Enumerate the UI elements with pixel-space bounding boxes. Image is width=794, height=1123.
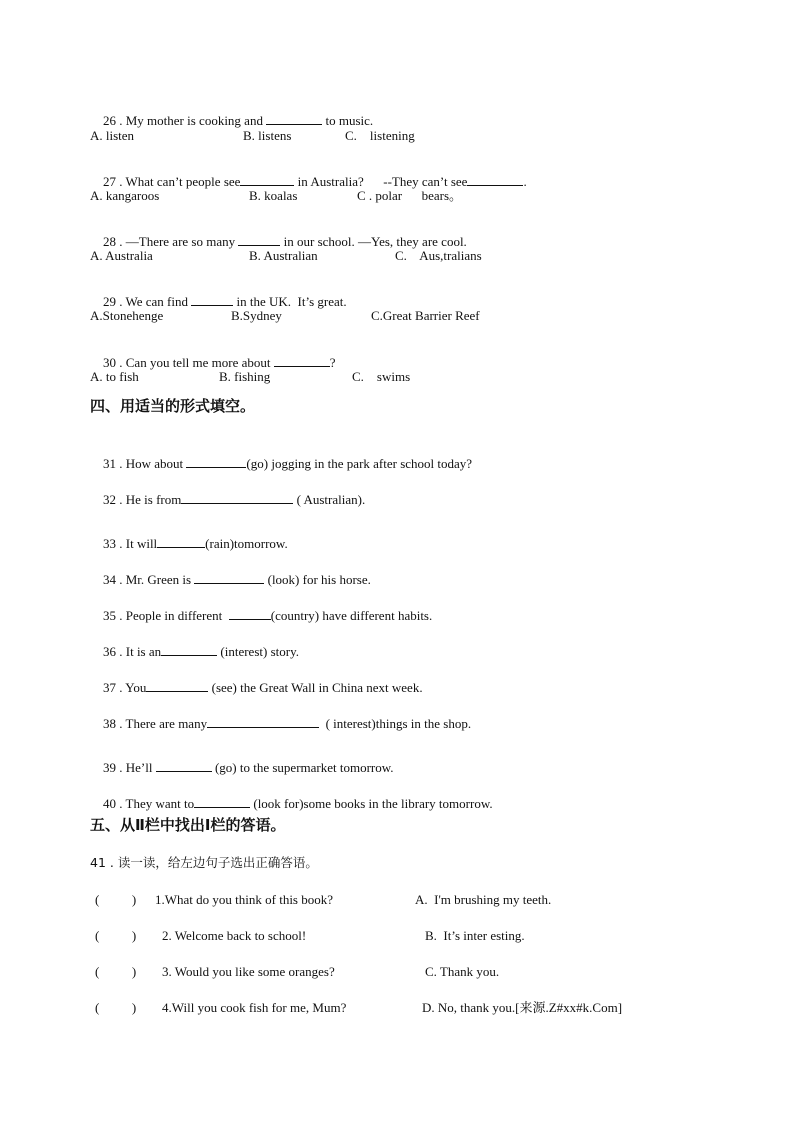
question-38 [90, 699, 471, 748]
option-b: B. listens [243, 128, 292, 143]
question-text: 36 . It is an [103, 644, 162, 659]
answer-blank[interactable] [161, 643, 217, 656]
match-right-item: C. Thank you. [425, 964, 500, 979]
answer-blank[interactable] [194, 795, 250, 808]
option-b: B. Australian [249, 248, 318, 263]
answer-blank[interactable] [191, 293, 233, 306]
match-right-item: D. No, thank you.[来源.Z#xx#k.Com] [422, 1000, 623, 1015]
section-heading-4: 四、用适当的形式填空。 [90, 397, 256, 415]
question-text: 26 . My mother is cooking and [103, 113, 267, 128]
answer-blank[interactable] [207, 715, 319, 728]
match-right-item: A. I'm brushing my teeth. [415, 892, 552, 907]
question-32 [90, 475, 365, 524]
answer-blank[interactable] [157, 535, 205, 548]
option-c: C. Aus,tralians [395, 248, 482, 263]
match-left-item: 4.Will you cook fish for me, Mum? [162, 1000, 347, 1015]
answer-blank[interactable] [229, 607, 271, 620]
question-text: 31 . How about [103, 456, 187, 471]
answer-blank[interactable] [238, 233, 280, 246]
option-b: B. koalas [249, 188, 298, 203]
question-text: in our school. —Yes, they are cool. [280, 234, 467, 249]
answer-blank[interactable] [156, 759, 212, 772]
question-text: (look) for his horse. [264, 572, 371, 587]
answer-blank[interactable] [194, 571, 264, 584]
option-c: C . polar bears。 [357, 188, 463, 203]
question-text: 40 . They want to [103, 796, 195, 811]
option-a: A.Stonehenge [90, 308, 164, 323]
question-text: 32 . He is from [103, 492, 182, 507]
answer-parentheses[interactable]: ( ) [95, 892, 137, 907]
answer-parentheses[interactable]: ( ) [95, 1000, 137, 1015]
question-text: (look for)some books in the library tomorrow. [250, 796, 493, 811]
answer-blank[interactable] [186, 455, 246, 468]
answer-parentheses[interactable]: ( ) [95, 928, 137, 943]
question-text: 38 . There are many [103, 716, 208, 731]
match-right-item: B. It’s inter esting. [425, 928, 525, 943]
question-text: (go) to the supermarket tomorrow. [211, 760, 394, 775]
section-heading-5: 五、从Ⅱ栏中找出Ⅰ栏的答语。 [90, 816, 286, 834]
question-text: 37 . You [103, 680, 147, 695]
question-text: (go) jogging in the park after school today? [246, 456, 473, 471]
question-text: 28 . —There are so many [103, 234, 239, 249]
answer-blank[interactable] [467, 173, 523, 186]
option-b: B. fishing [219, 369, 271, 384]
question-text: 39 . He’ll [103, 760, 156, 775]
question-text: ? [329, 355, 336, 370]
answer-blank[interactable] [240, 173, 294, 186]
option-a: A. to fish [90, 369, 139, 384]
question-text: (country) have different habits. [270, 608, 433, 623]
option-a: A. listen [90, 128, 135, 143]
question-text: (rain)tomorrow. [205, 536, 288, 551]
option-c: C. swims [352, 369, 411, 384]
answer-blank[interactable] [274, 354, 330, 367]
answer-blank[interactable] [146, 679, 208, 692]
question-text: ( Australian). [293, 492, 366, 507]
answer-blank[interactable] [266, 112, 322, 125]
option-c: C. listening [345, 128, 415, 143]
question-text: in Australia? --They can’t see [294, 174, 468, 189]
question-text: 34 . Mr. Green is [103, 572, 195, 587]
question-text: 30 . Can you tell me more about [103, 355, 274, 370]
option-a: A. Australia [90, 248, 153, 263]
option-b: B.Sydney [231, 308, 282, 323]
question-text: to music. [322, 113, 374, 128]
answer-blank[interactable] [181, 491, 293, 504]
match-left-item: 1.What do you think of this book? [155, 892, 334, 907]
question-text: (see) the Great Wall in China next week. [208, 680, 423, 695]
answer-parentheses[interactable]: ( ) [95, 964, 137, 979]
question-41-instruction: 41 . 读一读，给左边句子选出正确答语。 [90, 855, 318, 870]
question-text: 27 . What can’t people see [103, 174, 241, 189]
question-text: 29 . We can find [103, 294, 192, 309]
question-text: ( interest)things in the shop. [319, 716, 472, 731]
question-text: 35 . People in different [103, 608, 229, 623]
question-text: . [523, 174, 527, 189]
question-text: (interest) story. [217, 644, 299, 659]
option-a: A. kangaroos [90, 188, 160, 203]
option-c: C.Great Barrier Reef [371, 308, 480, 323]
question-text: 33 . It will [103, 536, 158, 551]
question-text: in the UK. It’s great. [233, 294, 347, 309]
match-left-item: 3. Would you like some oranges? [162, 964, 335, 979]
match-left-item: 2. Welcome back to school! [162, 928, 307, 943]
